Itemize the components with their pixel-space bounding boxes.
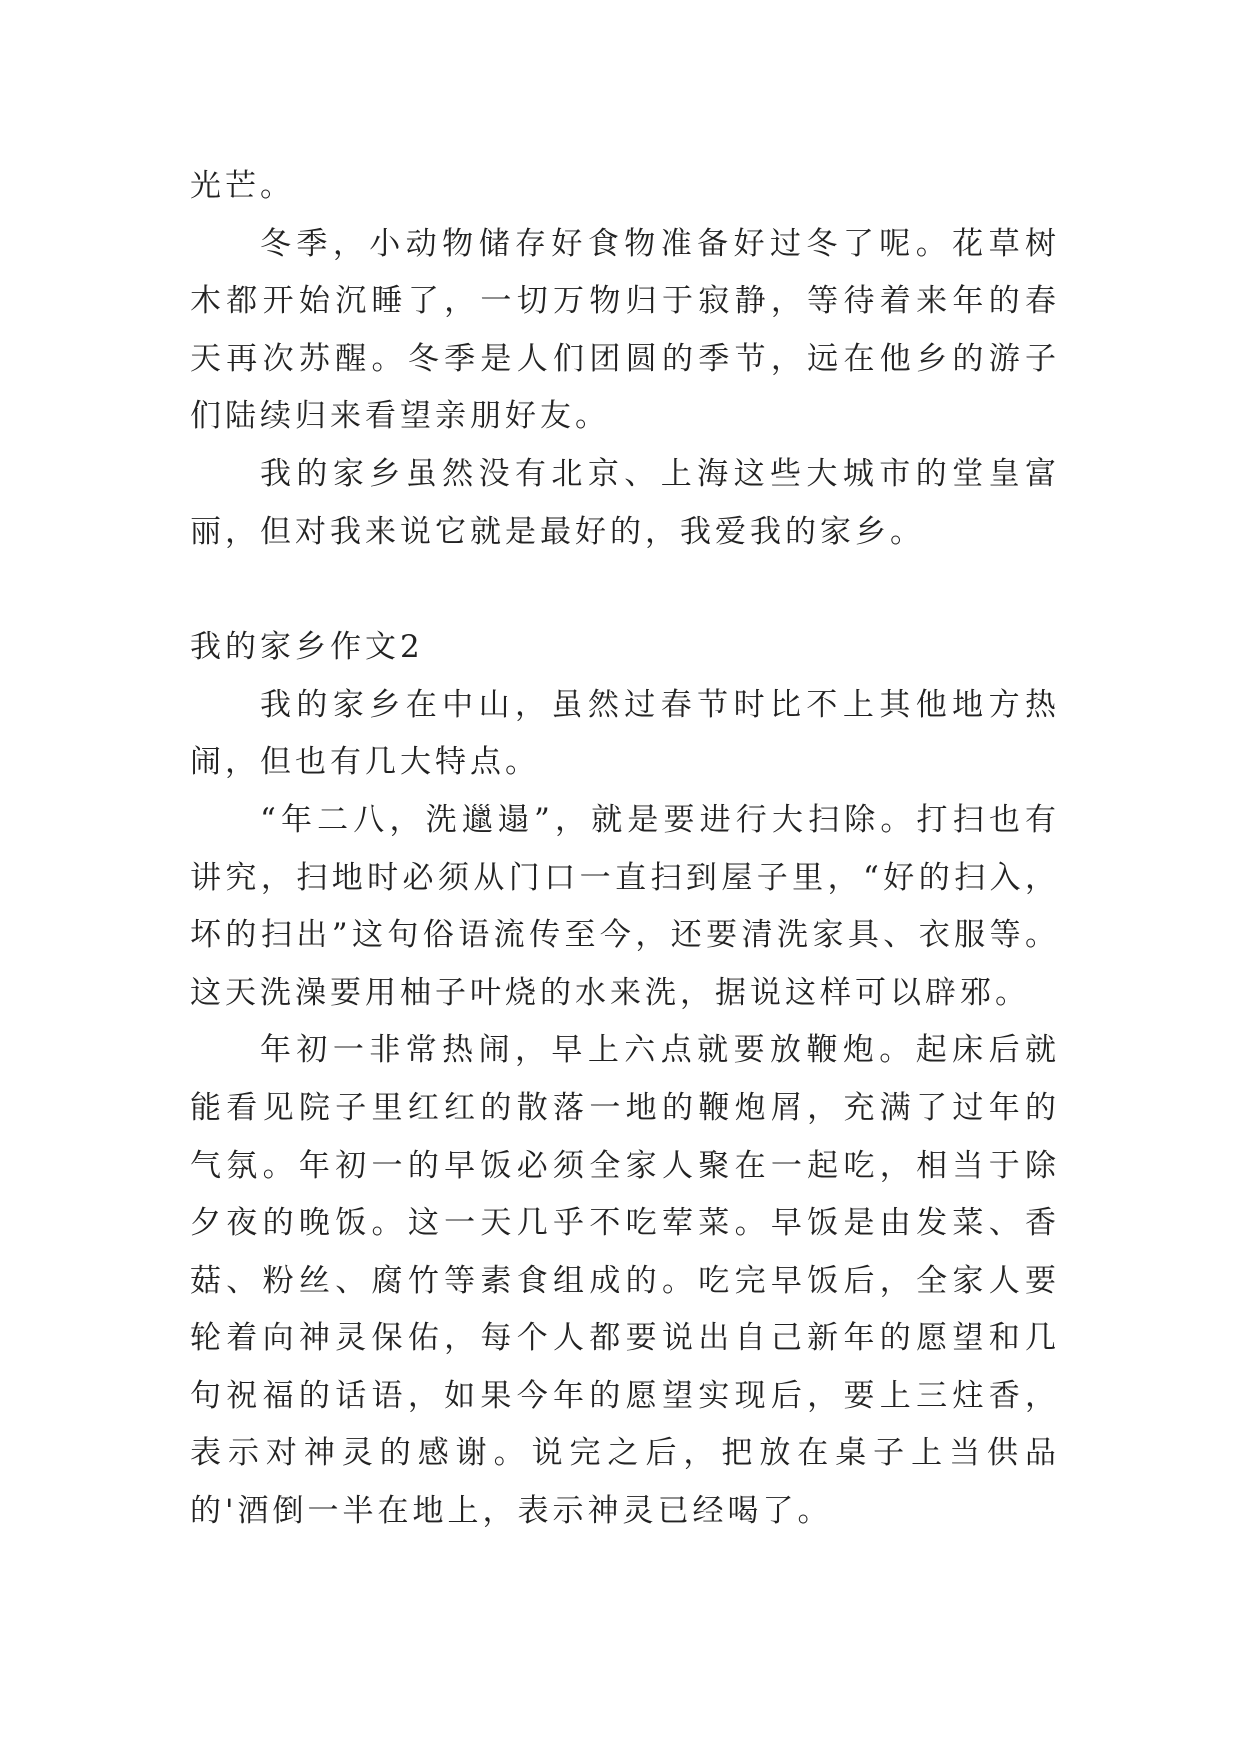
- paragraph-intro: 我的家乡在中山，虽然过春节时比不上其他地方热闹，但也有几大特点。: [190, 686, 1060, 781]
- paragraph-continuation: 光芒。: [190, 168, 295, 204]
- section-spacer: [190, 561, 1060, 619]
- document-body: [190, 158, 1060, 1541]
- section-heading: 我的家乡作文2: [190, 629, 424, 666]
- paragraph-winter: 冬季，小动物储存好食物准备好过冬了呢。花草树木都开始沉睡了，一切万物归于寂静，等待着来年的春天再次苏醒。冬季是人们团圆的季节，远在他乡的游子们陆续归来看望亲朋好友。: [190, 225, 1060, 435]
- paragraph-new-year-day: 年初一非常热闹，早上六点就要放鞭炮。起床后就能看见院子里红红的散落一地的鞭炮屑，充满了过年的气氛。年初一的早饭必须全家人聚在一起吃，相当于除夕夜的晚饭。这一天几乎不吃荤菜。早饭是由发菜、香菇、粉丝、腐竹等素食组成的。吃完早饭后，全家人要轮着向神灵保佑，每个人都要说出自己新年的愿望和几句祝福的话语，如果今年的愿望实现后，要上三炷香，表示对神灵的感谢。说完之后，把放在桌子上当供品的'酒倒一半在地上，表示神灵已经喝了。: [190, 1032, 1060, 1530]
- paragraph-conclusion: 我的家乡虽然没有北京、上海这些大城市的堂皇富丽，但对我来说它就是最好的，我爱我的家乡。: [190, 455, 1060, 550]
- paragraph-cleaning: “年二八，洗邋遢”，就是要进行大扫除。打扫也有讲究，扫地时必须从门口一直扫到屋子里，“好的扫入，坏的扫出”这句俗语流传至今，还要清洗家具、衣服等。这天洗澡要用柚子叶烧的水来洗，据说这样可以辟邪。: [190, 801, 1060, 1011]
